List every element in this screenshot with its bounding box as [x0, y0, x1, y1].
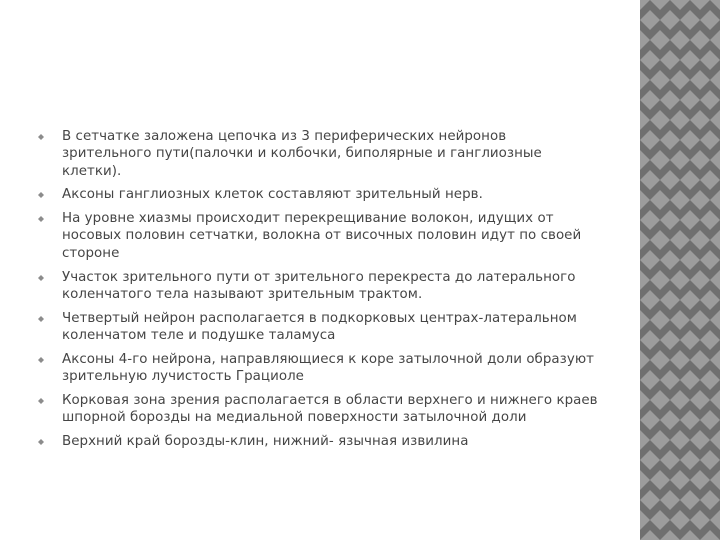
bullet-text: В сетчатке заложена цепочка из 3 периферических нейронов зрительного пути(палочки и колбочки, биполярные и ганглиозные клетки). — [62, 129, 542, 179]
bullet-text: Аксоны ганглиозных клеток составляют зрительный нерв. — [62, 187, 483, 203]
bullet-list — [38, 128, 598, 457]
bullet-icon — [38, 275, 44, 281]
bullet-item — [38, 269, 598, 304]
bullet-icon — [38, 316, 44, 322]
bullet-item — [38, 310, 598, 345]
bullet-item — [38, 186, 598, 203]
bullet-icon — [38, 439, 44, 445]
bullet-text: Участок зрительного пути от зрительного перекреста до латерального коленчатого тела называют зрительным трактом. — [62, 269, 576, 302]
bullet-item — [38, 351, 598, 386]
decorative-side-panel — [640, 0, 720, 540]
bullet-icon — [38, 357, 44, 363]
bullet-icon — [38, 398, 44, 404]
bullet-item — [38, 392, 598, 427]
bullet-item — [38, 433, 598, 450]
bullet-text: Корковая зона зрения располагается в области верхнего и нижнего краев шпорной борозды на медиальной поверхности затылочной доли — [62, 392, 598, 426]
bullet-text: На уровне хиазмы происходит перекрещивание волокон, идущих от носовых половин сетчатки, волокна от височных половин идут по своей стороне — [62, 211, 582, 261]
bullet-icon — [38, 216, 44, 222]
bullet-item — [38, 210, 598, 262]
bullet-text: Верхний край борозды-клин, нижний- язычная извилина — [62, 433, 469, 449]
bullet-text: Четвертый нейрон располагается в подкорковых центрах-латеральном коленчатом теле и подушке таламуса — [62, 310, 577, 343]
bullet-text: Аксоны 4-го нейрона, направляющиеся к коре затылочной доли образуют зрительную лучистость Грациоле — [62, 351, 594, 385]
diamond-pattern — [640, 0, 720, 540]
bullet-icon — [38, 134, 44, 140]
bullet-item — [38, 128, 598, 180]
bullet-icon — [38, 192, 44, 198]
